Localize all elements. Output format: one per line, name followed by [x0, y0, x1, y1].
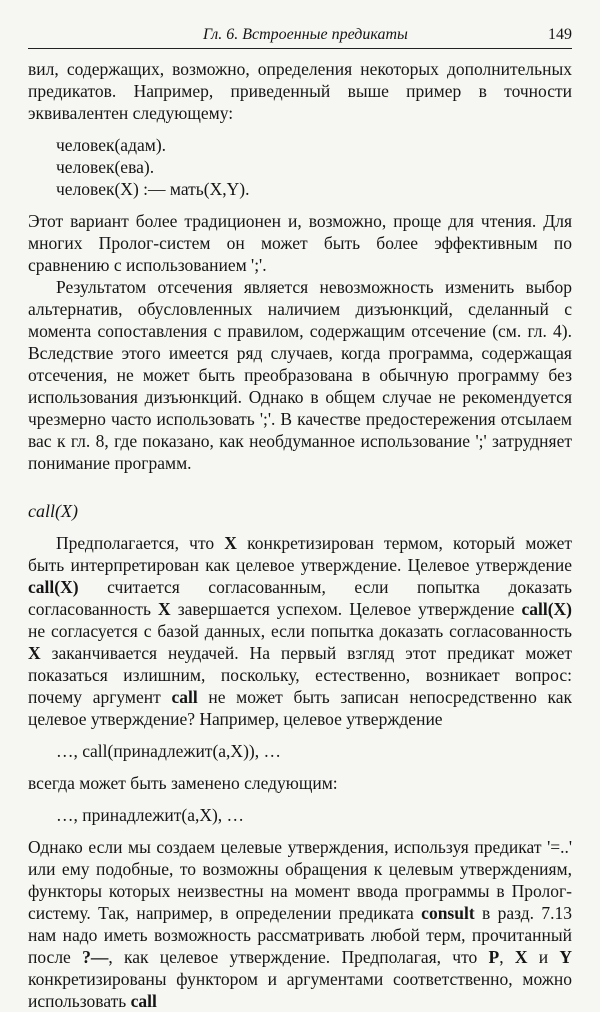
code-example: …, call(принадлежит(a,X)), … — [56, 741, 281, 761]
term-bold: consult — [421, 903, 475, 923]
paragraph: Этот вариант более традиционен и, возможно, проще для чтения. Для многих Пролог-систем он может быть более эффективным по сравнению с использованием ';'. — [28, 211, 572, 275]
paragraph: Однако если мы создаем целевые утверждения, используя предикат '=..' или ему подобные, то возможны обращения к целевым утверждениям, функторы которых неизвестны на момент ввода программы в Пролог-систему. Так, например, в определении предиката consult в разд. 7.13 нам надо иметь возможность рассматривать любой терм, прочитанный после ?—, как целевое утверждение. Предполагая, что P, X и Y конкретизированы функтором и аргументами соответственно, можно использовать call — [28, 837, 572, 1011]
term-bold: ?— — [82, 947, 109, 967]
term-bold: call — [171, 687, 198, 707]
term-bold: call(X) — [28, 577, 79, 597]
paragraph-continuation: вил, содержащих, возможно, определения некоторых дополнительных предикатов. Например, приведенный выше пример в точности эквивалентен следующему: — [28, 59, 572, 123]
code-line: человек(X) :— мать(X,Y). — [56, 179, 250, 199]
paragraph: всегда может быть заменено следующим: — [28, 773, 338, 793]
code-line: человек(адам). — [56, 135, 167, 155]
running-title: Гл. 6. Встроенные предикаты — [203, 26, 408, 43]
term-bold: X — [28, 643, 41, 663]
section-heading: call(X) — [28, 501, 78, 521]
code-line: человек(ева). — [56, 157, 155, 177]
term-bold: X — [158, 599, 171, 619]
code-example: …, принадлежит(a,X), … — [56, 805, 245, 825]
term-bold: call — [130, 991, 157, 1011]
term-bold: Y — [559, 947, 572, 967]
paragraph: Предполагается, что X конкретизирован термом, который может быть интерпретирован как целевое утверждение. Целевое утверждение call(X) считается согласованным, если попытка доказать согласованность X завершается успехом. Целевое утверждение call(X) не согласуется с базой данных, если попытка доказать согласованность X заканчивается неудачей. На первый взгляд этот предикат может показаться излишним, поскольку, естественно, возникает вопрос: почему аргумент call не может быть записан непосредственно как целевое утверждение? Например, целевое утверждение — [28, 533, 573, 729]
term-bold: X — [514, 947, 528, 967]
body-text — [28, 58, 572, 1012]
paragraph: Результатом отсечения является невозможность изменить выбор альтернатив, обусловленных наличием дизъюнкций, сделанный с момента сопоставления с правилом, содержащим отсечение (см. гл. 4). Вследствие этого имеется ряд случаев, когда программа, содержащая отсечения, не может быть преобразована в обычную программу без использования дизъюнкций. Однако в общем случае не рекомендуется чрезмерно часто использовать ';'. В качестве предостережения отсылаем вас к гл. 8, где показано, как необдуманное использование ';' затрудняет понимание программ. — [28, 277, 572, 473]
term-bold: X — [224, 533, 237, 553]
term-bold: P — [488, 947, 500, 967]
page-header — [28, 26, 572, 49]
page-number: 149 — [548, 26, 572, 43]
term-bold: call(X) — [521, 599, 573, 619]
